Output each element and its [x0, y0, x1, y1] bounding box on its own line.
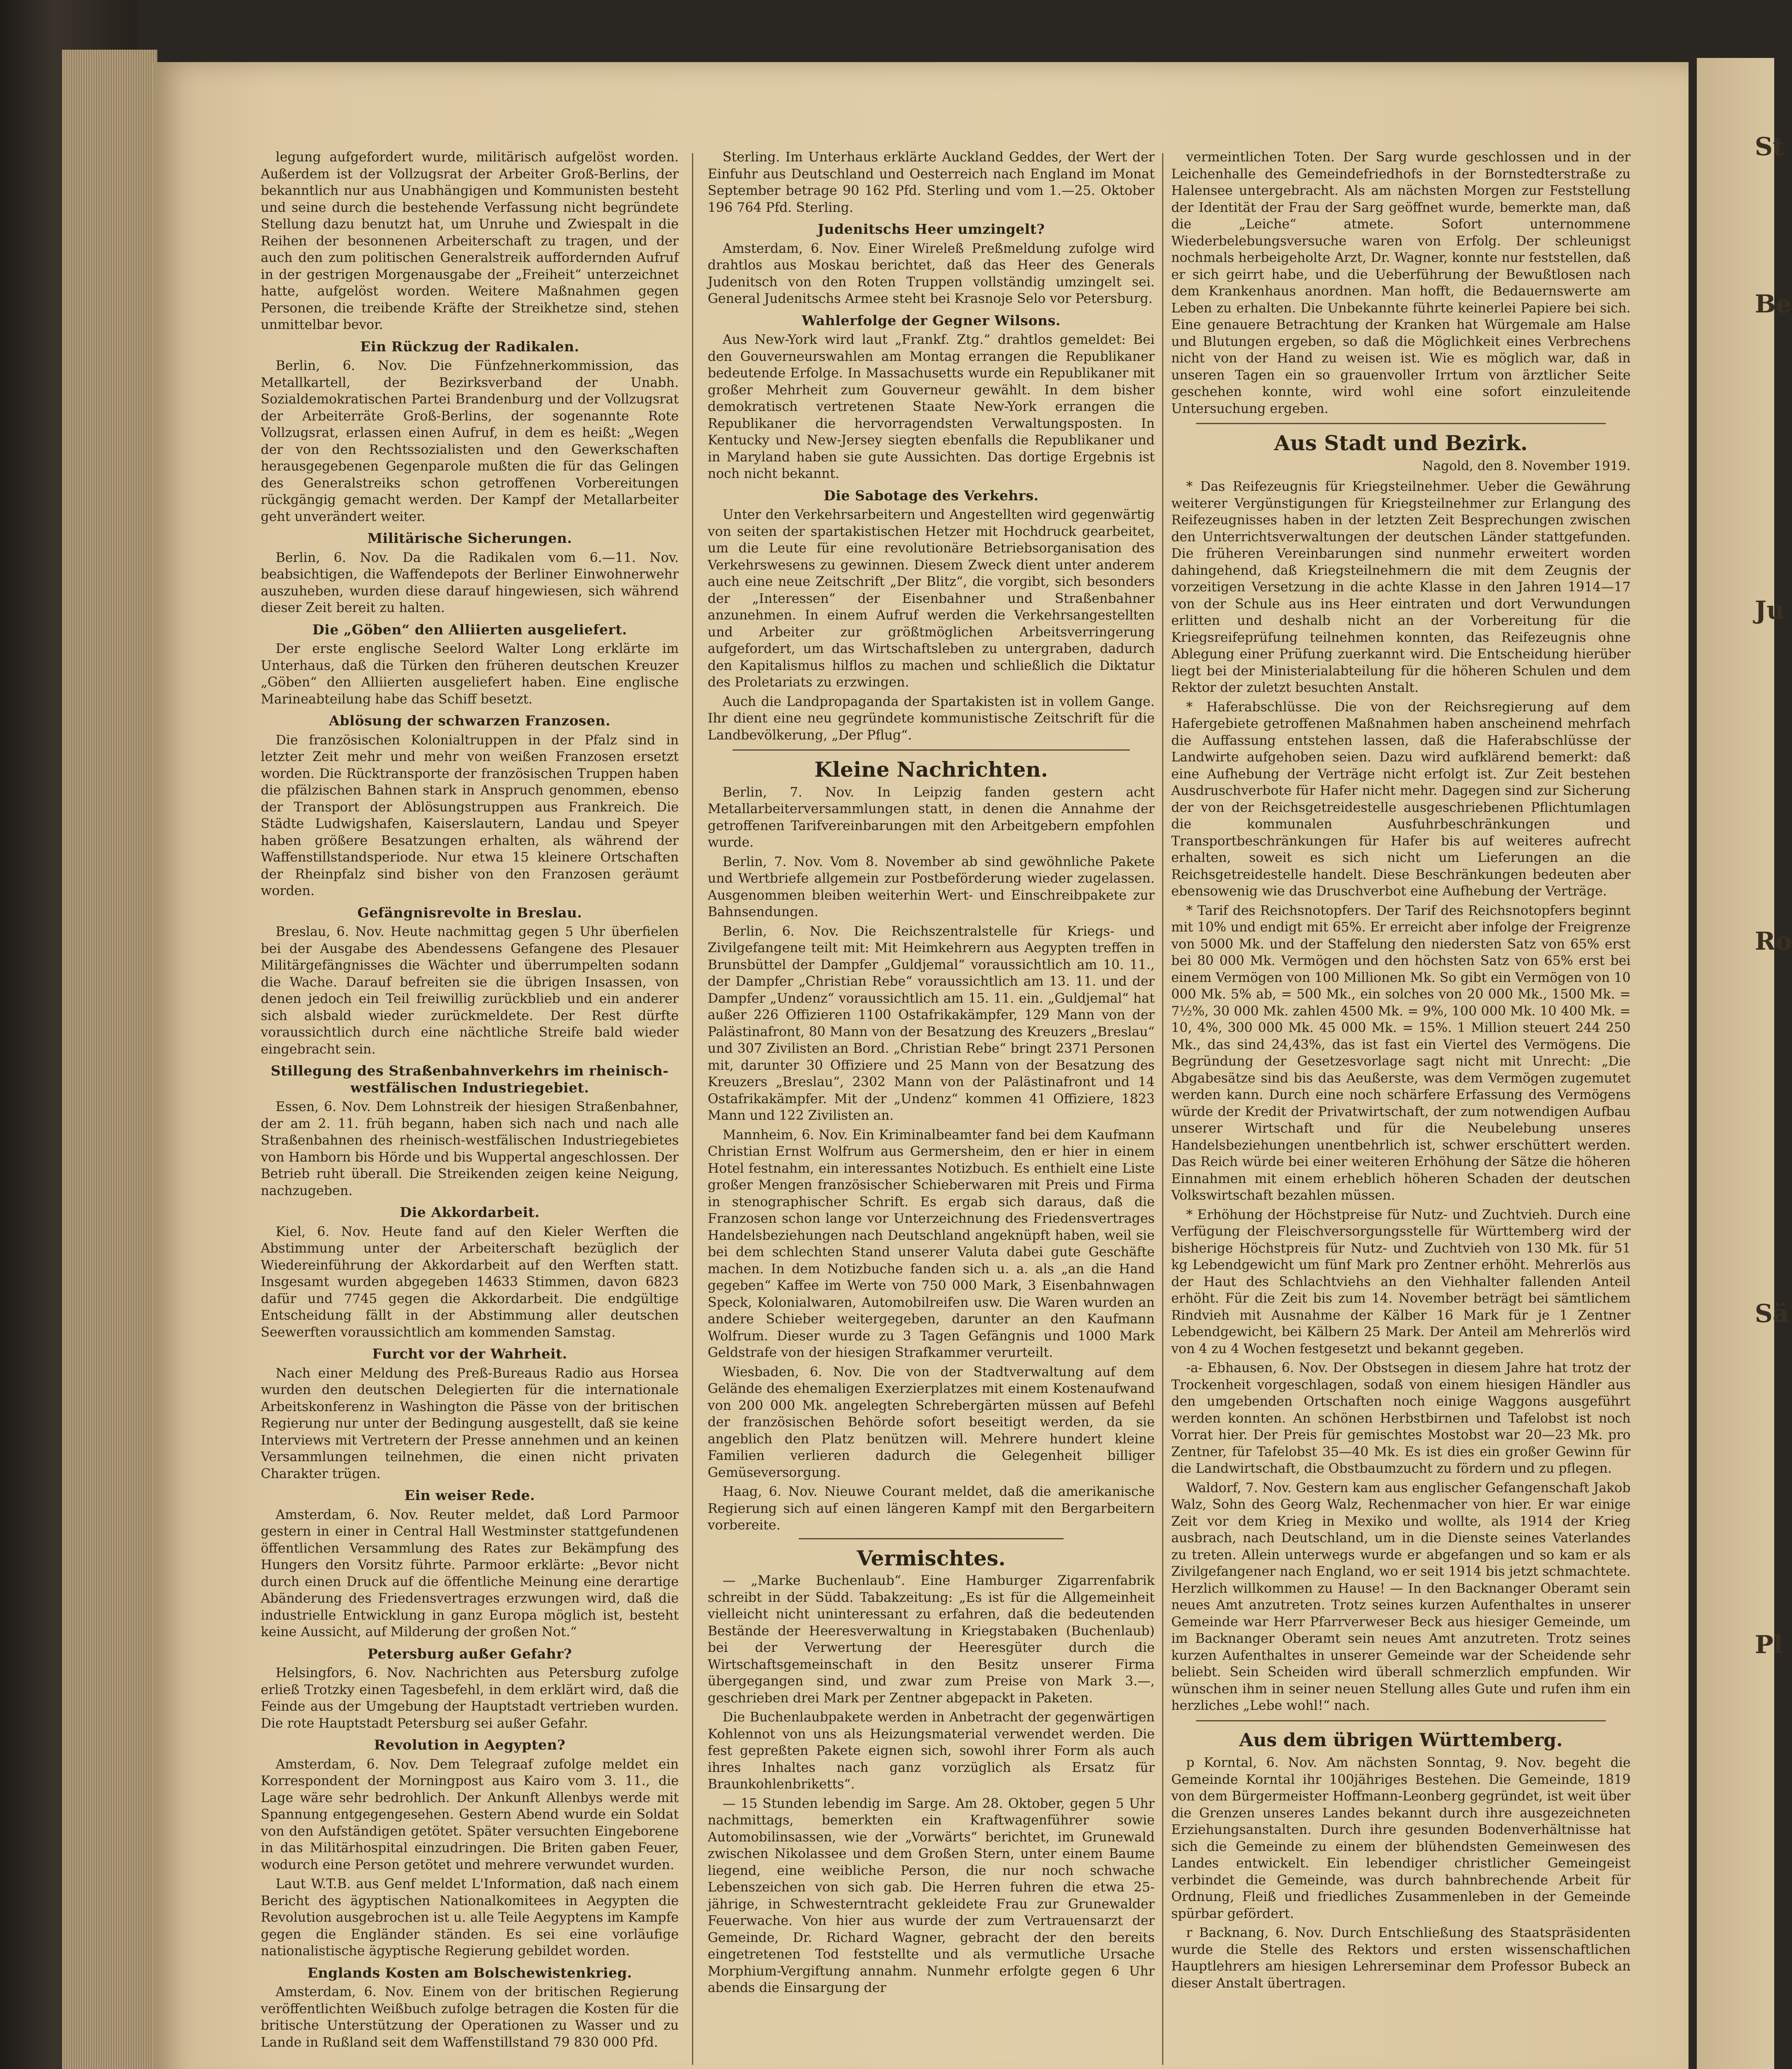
- headline: Stillegung des Straßenbahnverkehrs im rheinisch-westfälischen Industriegebiet.: [271, 1063, 669, 1096]
- headline: Revolution in Aegypten?: [374, 1737, 566, 1753]
- section-divider: [1196, 1720, 1606, 1721]
- headline: Petersburg außer Gefahr?: [368, 1645, 572, 1662]
- headline: Ein weiser Rede.: [404, 1487, 535, 1503]
- headline: Judenitschs Heer umzingelt?: [817, 221, 1045, 237]
- facing-page-edge: [1697, 58, 1792, 2069]
- article-text: — 15 Stunden lebendig im Sarge. Am 28. Oktober, gegen 5 Uhr nachmittags, bemerkten ein Kraftwagenführer sowie Automobilinsassen, wie der „Vorwärts“ berichtet, im Grunewald zwischen Nikolassee und dem Großen Stern, unter einem Baume liegend, eine weibliche Person, die nur noch schwache Lebenszeichen von sich gab. Die Herren fuhren die etwa 25-jährige, in Schwesterntracht gekleidete Frau zur Grunewalder Feuerwache. Von hier aus wurde der zum Vertrauensarzt der Gemeinde, Dr. Richard Wagner, gebracht der den bereits eingetretenen Tod feststellte und als vermutliche Ursache Morphium-Vergiftung annahm. Nunmehr erfolgte gegen 6 Uhr abends die Einsargung der: [708, 1796, 1155, 1995]
- article-text: Die französischen Kolonialtruppen in der Pfalz sind in letzter Zeit mehr und mehr von weißen Franzosen ersetzt worden. Die Rücktransporte der französischen Truppen haben die pfälzischen Bahnen stark in Anspruch genommen, ebenso der Transport der Ablösungstruppen aus Frankreich. Die Städte Ludwigshafen, Kaiserslautern, Landau und Speyer haben größere Besatzungen erhalten, als während der Waffenstillstandsperiode. Nur etwa 15 kleinere Ortschaften der Rheinpfalz sind bisher von den Franzosen geräumt worden.: [261, 732, 679, 898]
- headline: Militärische Sicherungen.: [367, 530, 572, 546]
- article-text: -a- Ebhausen, 6. Nov. Der Obstsegen in diesem Jahre hat trotz der Trockenheit vorgeschlagen, sodaß von einem hiesigen Händler aus den umgebenden Ortschaften noch einige Waggons ausgeführt werden konnten. An schönen Herbstbirnen und Tafelobst ist noch Vorrat hier. Der Preis für gemischtes Mostobst war 20—23 Mk. pro Zentner, für Tafelobst 35—40 Mk. Es ist dies ein großer Gewinn für die Landwirtschaft, die Obstbaumzucht zu fördern und zu pflegen.: [1171, 1361, 1631, 1476]
- article-text: legung aufgefordert wurde, militärisch aufgelöst worden. Außerdem ist der Vollzugsrat der Arbeiter Groß-Berlins, der bekanntlich nur aus Unabhängigen und Kommunisten besteht und seine durch die bestehende Verfassung nicht begründete Stellung dazu benutzt hat, um Unruhe und Zwiespalt in die Reihen der besonnenen Arbeiterschaft zu tragen, und der auch den zum politischen Generalstreik auffordernden Aufruf in der gestrigen Morgenausgabe der „Freiheit“ unterzeichnet hatte, aufgelöst worden. Weitere Maßnahmen gegen Personen, die treibende Kräfte der Streikhetze sind, stehen unmittelbar bevor.: [261, 150, 679, 332]
- section-divider: [1196, 423, 1606, 424]
- article-text: * Das Reifezeugnis für Kriegsteilnehmer. Ueber die Gewährung weiterer Vergünstigungen für Kriegsteilnehmer zur Erlangung des Reifezeugnisses haben in der letzten Zeit Besprechungen zwischen den Unterrichtsverwaltungen der deutschen Länder stattgefunden. Die früheren Vereinbarungen sind nunmehr erweitert worden dahingehend, daß Kriegsteilnehmern die mit dem Zeugnis der vorzeitigen Versetzung in die achte Klasse in den Jahren 1914—17 von der Schule aus ins Heer eintraten und dort Verwundungen erlitten und deshalb nicht an der Vorbereitung für die Kriegsreifeprüfung teilnehmen konnten, das Reifezeugnis ohne Ablegung einer Prüfung zuerkannt wird. Die Entscheidung hierüber liegt bei der Ministerialabteilung für die höheren Schulen und dem Rektor der zuletzt besuchten Anstalt.: [1171, 479, 1631, 695]
- facing-page-fragment: Be: [1755, 290, 1792, 319]
- article-text: Berlin, 6. Nov. Die Reichszentralstelle für Kriegs- und Zivilgefangene teilt mit: Mit Heimkehrern aus Aegypten treffen in Brunsbüttel der Dampfer „Guldjemal“ voraussichtlich am 10. 11., der Dampfer „Christian Rebe“ voraussichtlich am 13. 11. und der Dampfer „Undenz“ voraussichtlich am 15. 11. ein. „Guldjemal“ hat außer 226 Offizieren 1100 Ostafrikakämpfer, 129 Mann von der Palästinafront, 80 Mann von der Besatzung des Kreuzers „Breslau“ und 307 Zivilisten an Bord. „Christian Rebe“ bringt 2371 Personen mit, darunter 30 Offiziere und 25 Mann von der Besatzung des Kreuzers „Breslau“, 2302 Mann von der Palästinafront und 14 Ostafrikakämpfer. Mit der „Undenz“ kommen 41 Offiziere, 1823 Mann und 122 Zivilisten an.: [708, 924, 1155, 1123]
- article-text: Kiel, 6. Nov. Heute fand auf den Kieler Werften die Abstimmung unter der Arbeiterschaft bezüglich der Wiedereinführung der Akkordarbeit auf den Werften statt. Insgesamt wurden abgegeben 14633 Stimmen, davon 6823 dafür und 7745 gegen die Akkordarbeit. Die endgültige Entscheidung fällt in der Abstimmung aller deutschen Seewerften voraussichtlich am kommenden Samstag.: [261, 1224, 679, 1340]
- dateline: Nagold, den 8. November 1919.: [1422, 458, 1631, 473]
- article-text: Der erste englische Seelord Walter Long erklärte im Unterhaus, daß die Türken den früheren deutschen Kreuzer „Göben“ den Alliierten ausgeliefert haben. Eine englische Marineabteilung habe das Schiff besetzt.: [261, 641, 679, 707]
- article-text: Die Buchenlaubpakete werden in Anbetracht der gegenwärtigen Kohlennot von uns als Heizungsmaterial verwendet werden. Die fest gepreßten Pakete eignen sich, sowohl ihrer Form als auch ihres Inhaltes nach ganz vorzüglich als Ersatz für Braunkohlenbriketts“.: [708, 1710, 1155, 1792]
- section-heading: Aus dem übrigen Württemberg.: [1239, 1729, 1563, 1751]
- headline: Ablösung der schwarzen Franzosen.: [329, 713, 611, 729]
- article-text: Sterling. Im Unterhaus erklärte Auckland Geddes, der Wert der Einfuhr aus Deutschland und Oesterreich nach England im Monat September betrage 90 162 Pfd. Sterling und vom 1.—25. Oktober 196 764 Pfd. Sterling.: [708, 150, 1155, 215]
- article-text: Wiesbaden, 6. Nov. Die von der Stadtverwaltung auf dem Gelände des ehemaligen Exerzierplatzes mit einem Kostenaufwand von 200 000 Mk. angelegten Schrebergärten müssen auf Befehl der französischen Behörde sofort beseitigt werden, da sie angeblich den Platz benützen will. Mehrere hundert kleine Familien verlieren dadurch die Gelegenheit billiger Gemüseversorgung.: [708, 1364, 1155, 1480]
- article-text: Berlin, 6. Nov. Da die Radikalen vom 6.—11. Nov. beabsichtigen, die Waffendepots der Berliner Einwohnerwehr auszuheben, wurden diese darauf hingewiesen, sich während dieser Zeit bereit zu halten.: [261, 550, 679, 615]
- column-rule: [1162, 153, 1163, 2065]
- article-text: Berlin, 6. Nov. Die Fünfzehnerkommission, das Metallkartell, der Bezirksverband der Unabh. Sozialdemokratischen Partei Brandenburg und der Vollzugsrat der Arbeiterräte Groß-Berlins, der sogenannte Rote Vollzugsrat, erlassen einen Aufruf, in dem es heißt: „Wegen der von den Rechtssozialisten und den Gewerkschaften herausgegebenen Gegenparole mußten die für das Gelingen des Generalstreiks schon getroffenen Vorbereitungen rückgängig gemacht werden. Der Kampf der Metallarbeiter geht unverändert weiter.: [261, 358, 679, 524]
- facing-page-fragment: Ro: [1755, 927, 1792, 956]
- article-text: Nach einer Meldung des Preß-Bureaus Radio aus Horsea wurden den deutschen Delegierten für die internationale Arbeitskonferenz in Washington die Pässe von der britischen Regierung nur unter der Bedingung ausgestellt, daß sie keine Interviews mit Vertretern der Presse annehmen und an keinen Versammlungen teilnehmen, die einen nicht privaten Charakter trügen.: [261, 1366, 679, 1481]
- section-heading: Kleine Nachrichten.: [814, 757, 1048, 782]
- column-rule: [692, 153, 693, 2065]
- headline: Die Akkordarbeit.: [399, 1204, 540, 1220]
- column-3: [1171, 149, 1631, 1994]
- article-text: Haag, 6. Nov. Nieuwe Courant meldet, daß die amerikanische Regierung sich auf einen längeren Kampf mit den Bergarbeitern vorbereite.: [708, 1484, 1155, 1533]
- article-text: * Haferabschlüsse. Die von der Reichsregierung auf dem Hafergebiete getroffenen Maßnahmen haben anscheinend mehrfach die Auffassung entstehen lassen, daß die Haferabschlüsse der Landwirte aufgehoben seien. Dazu wird aufklärend bemerkt: daß eine Aufhebung der Verträge nicht erfolgt ist. Zur Zeit bestehen Ausdruschverbote für Hafer nicht mehr. Dagegen sind zur Sicherung der von der Reichsgetreidestelle ausgeschriebenen Pflichtumlagen die kommunalen Ausfuhrbeschränkungen und Transportbeschränkungen für Hafer bis auf weiteres aufrecht erhalten, soweit es sich nicht um Lieferungen an die Reichsgetreidestelle handelt. Diese Beschränkungen bedeuten aber ebensowenig wie das Druschverbot eine Aufhebung der Verträge.: [1171, 699, 1631, 899]
- article-text: Breslau, 6. Nov. Heute nachmittag gegen 5 Uhr überfielen bei der Ausgabe des Abendessens Gefangene des Plesauer Militärgefängnisses die Wächter und überrumpelten sodann die Wache. Darauf befreiten sie die übrigen Insassen, von denen jedoch ein Teil freiwillig zurückblieb und ein anderer sich alsbald wieder zurückmeldete. Der Rest dürfte voraussichtlich durch eine nächtliche Streife bald wieder eingebracht sein.: [261, 924, 679, 1057]
- headline: Die „Göben“ den Alliierten ausgeliefert.: [312, 621, 627, 638]
- headline: Furcht vor der Wahrheit.: [372, 1346, 567, 1362]
- article-text: Berlin, 7. Nov. In Leipzig fanden gestern acht Metallarbeiterversammlungen statt, in denen die Annahme der getroffenen Tarifvereinbarungen mit den Arbeitgebern empfohlen wurde.: [708, 785, 1155, 850]
- headline: Wahlerfolge der Gegner Wilsons.: [802, 312, 1061, 329]
- article-text: Amsterdam, 6. Nov. Einem von der britischen Regierung veröffentlichten Weißbuch zufolge betragen die Kosten für die britische Unterstützung der Operationen zu Wasser und zu Lande in Rußland seit dem Waffenstillstand 79 830 000 Pfd.: [261, 1985, 679, 2050]
- headline: Die Sabotage des Verkehrs.: [824, 487, 1039, 504]
- headline: Englands Kosten am Bolschewistenkrieg.: [307, 1964, 632, 1981]
- article-text: p Korntal, 6. Nov. Am nächsten Sonntag, 9. Nov. begeht die Gemeinde Korntal ihr 100jähriges Bestehen. Die Gemeinde, 1819 von dem Bürgermeister Hoffmann-Leonberg gegründet, ist weit über die Grenzen unseres Landes bekannt durch ihre ausgezeichneten Erziehungsanstalten. Durch ihre gesunden Bodenverhältnisse hat sich die Gemeinde zu einem der blühendsten Gemeinwesen des Landes entwickelt. Ein lebendiger christlicher Gemeingeist verbindet die Gemeinde, was durch bahnbrechende Arbeit für Ordnung, Fleiß und friedliches Zusammenleben in der Gemeinde spürbar gefördert.: [1171, 1755, 1631, 1921]
- section-heading: Vermischtes.: [857, 1546, 1006, 1570]
- section-divider: [733, 749, 1130, 751]
- article-text: — „Marke Buchenlaub“. Eine Hamburger Zigarrenfabrik schreibt in der Südd. Tabakzeitung: „Es ist für die Allgemeinheit vielleicht nicht uninteressant zu erfahren, daß die bedeutenden Bestände der Heeresverwaltung in Kriegstabaken (Buchenlaub) bei der Verwertung der Heeresgüter durch die Wirtschaftsgemeinschaft in den Besitz unserer Firma übergegangen sind, und zwar zum Preise von Mark 3.—, geschrieben drei Mark per Zentner abgepackt in Paketen.: [708, 1573, 1155, 1706]
- section-divider: [799, 1538, 1064, 1539]
- facing-page-fragment: Pl: [1755, 1630, 1783, 1659]
- article-text: Essen, 6. Nov. Dem Lohnstreik der hiesigen Straßenbahner, der am 2. 11. früh begann, haben sich nach und nach alle Straßenbahnen des rheinisch-westfälischen Industriegebietes von Hamborn bis Hörde und bis Wuppertal angeschlossen. Der Betrieb ruht überall. Die Streikenden zeigen keine Neigung, nachzugeben.: [261, 1099, 679, 1198]
- article-text: Aus New-York wird laut „Frankf. Ztg.“ drahtlos gemeldet: Bei den Gouverneurswahlen am Montag errangen die Republikaner bedeutende Erfolge. In Massachusetts wurde ein Republikaner mit großer Mehrheit zum Gouverneur gewählt. In dem bisher demokratisch vertretenen Staate New-York errangen die Republikaner die hervorragendsten Verwaltungsposten. In Kentucky und New-Jersey siegten ebenfalls die Republikaner und in Maryland haben sie gute Aussichten. Das dortige Ergebnis ist noch nicht bekannt.: [708, 332, 1155, 481]
- article-text: Amsterdam, 6. Nov. Reuter meldet, daß Lord Parmoor gestern in einer in Central Hall Westminster stattgefundenen öffentlichen Versammlung des Rates zur Bekämpfung des Hungers den Vorsitz führte. Parmoor erklärte: „Bevor nicht durch einen Druck auf die öffentliche Meinung eine derartige Abänderung des Friedensvertrages erzwungen wird, daß die industrielle Entwicklung in ganz Europa möglich ist, besteht keine Aussicht, auf Milderung der großen Not.“: [261, 1507, 679, 1639]
- article-text: Unter den Verkehrsarbeitern und Angestellten wird gegenwärtig von seiten der spartakistischen Hetzer mit Hochdruck gearbeitet, um die Leute für eine revolutionäre Betriebsorganisation des Verkehrswesens zu gewinnen. Diesem Zweck dient unter anderem auch eine neue Zeitschrift „Der Blitz“, die vorgibt, sich besonders der „Interessen“ der Eisenbahner und Straßenbahner anzunehmen. In einem Aufruf werden die Verkehrsangestellten und Arbeiter zur größtmöglichen Arbeitsverringerung aufgefordert, um das Wirtschaftsleben zu untergraben, dadurch den Kapitalismus hilflos zu machen und schließlich die Diktatur des Proletariats zu erzwingen.: [708, 507, 1155, 690]
- section-heading: Aus Stadt und Bezirk.: [1274, 431, 1528, 455]
- column-1: [261, 149, 679, 2053]
- facing-page-fragment: St: [1755, 132, 1785, 161]
- headline: Ein Rückzug der Radikalen.: [360, 338, 579, 355]
- article-text: * Erhöhung der Höchstpreise für Nutz- und Zuchtvieh. Durch eine Verfügung der Fleischversorgungsstelle für Württemberg wird der bisherige Höchstpreis für Nutz- und Zuchtvieh von 130 Mk. für 51 kg Lebendgewicht um fünf Mark pro Zentner erhöht. Mehrerlös aus der Haut des Schlachtviehs an den Viehhalter fallenden Anteil erhöht. Für die Zeit bis zum 14. November beträgt bei sämtlichem Rindvieh mit Ausnahme der Kälber 16 Mark für je 1 Zentner Lebendgewicht, bei Kälbern 25 Mark. Der Anteil am Mehrerlös wird von 4 zu 4 Wochen festgesetzt und bekannt gegeben.: [1171, 1207, 1631, 1356]
- article-text: Waldorf, 7. Nov. Gestern kam aus englischer Gefangenschaft Jakob Walz, Sohn des Georg Walz, Rechenmacher von hier. Er war einige Zeit vor dem Krieg in Mexiko und wollte, als 1914 der Krieg ausbrach, nach Deutschland, um in die Dienste seines Vaterlandes zu treten. Allein unterwegs wurde er abgefangen und so kam er als Zivilgefangener nach England, wo er seit 1914 bis jetzt schmachtete. Herzlich willkommen zu Hause! — In den Backnanger Oberamt sein neues Amt anzutreten. Trotz seines kurzen Aufenthaltes in unserer Gemeinde war Herr Pfarrverweser Beck aus hiesiger Gemeinde, um im Backnanger Oberamt sein neues Amt anzutreten. Trotz seines kurzen Aufenthaltes in unserer Gemeinde war der Scheidende sehr beliebt. Sein Scheiden wird überall schmerzlich empfunden. Wir wünschen ihm in seiner neuen Stellung alles Gute und rufen ihm ein herzliches „Lebe wohl!“ nach.: [1171, 1480, 1631, 1713]
- article-text: Laut W.T.B. aus Genf meldet L'Information, daß nach einem Bericht des ägyptischen Nationalkomitees in Aegypten die Revolution ausgebrochen ist u. alle Teile Aegyptens im Kampfe gegen die Engländer ständen. Es sei eine vorläufige nationalistische ägyptische Regierung gebildet worden.: [261, 1877, 679, 1959]
- article-text: Auch die Landpropaganda der Spartakisten ist in vollem Gange. Ihr dient eine neu gegründete kommunistische Zeitschrift für die Landbevölkerung, „Der Pflug“.: [708, 694, 1155, 743]
- headline: Gefängnisrevolte in Breslau.: [357, 904, 582, 921]
- article-text: Amsterdam, 6. Nov. Dem Telegraaf zufolge meldet ein Korrespondent der Morningpost aus Kairo vom 3. 11., die Lage wäre sehr bedrohlich. Der Ankunft Allenbys werde mit Spannung entgegengesehen. Gestern Abend wurde ein Soldat von den Aufständigen getötet. Später versuchten Eingeborene in das Militärhospital einzudringen. Die Briten gaben Feuer, wodurch eine Person getötet und mehrere verwundet wurden.: [261, 1757, 679, 1872]
- column-2: [708, 149, 1155, 1999]
- article-text: r Backnang, 6. Nov. Durch Entschließung des Staatspräsidenten wurde die Stelle des Rektors und ersten wissenschaftlichen Hauptlehrers am hiesigen Lehrerseminar dem Professor Bubeck an dieser Anstalt übertragen.: [1171, 1925, 1631, 1991]
- article-text: Berlin, 7. Nov. Vom 8. November ab sind gewöhnliche Pakete und Wertbriefe allgemein zur Postbeförderung wieder zugelassen. Ausgenommen bleiben weiterhin Wert- und Einschreibpakete zur Bahnsendungen.: [708, 854, 1155, 919]
- page-edges: [62, 50, 157, 2069]
- article-text: vermeintlichen Toten. Der Sarg wurde geschlossen und in der Leichenhalle des Gemeindefriedhofs in der Bornstedterstraße zu Halensee untergebracht. Als am nächsten Morgen zur Feststellung der Identität der Frau der Sarg geöffnet wurde, bemerkte man, daß die „Leiche“ atmete. Sofort unternommene Wiederbelebungsversuche waren von Erfolg. Der schleunigst nochmals herbeigeholte Arzt, Dr. Wagner, konnte nur feststellen, daß er sich geirrt habe, und die Ueberführung der Bewußtlosen nach dem Krankenhaus anordnen. Man hofft, die Bedauernswerte am Leben zu erhalten. Die Unbekannte führte keinerlei Papiere bei sich. Eine genauere Betrachtung der Kranken hat Würgemale am Halse und Blutungen ergeben, so daß die Möglichkeit eines Verbrechens nicht von der Hand zu weisen ist. Wie es möglich war, daß in unseren Tagen ein so grauenvoller Irrtum von ärztlicher Seite geschehen konnte, wird wohl eine sofort einzuleitende Untersuchung ergeben.: [1171, 150, 1631, 416]
- article-text: Helsingfors, 6. Nov. Nachrichten aus Petersburg zufolge erließ Trotzky einen Tagesbefehl, in dem erklärt wird, daß die Feinde aus der Umgebung der Hauptstadt vertrieben wurden. Die rote Hauptstadt Petersburg sei außer Gefahr.: [261, 1666, 679, 1731]
- facing-page-fragment: Sä: [1755, 1299, 1789, 1328]
- article-text: Amsterdam, 6. Nov. Einer Wireleß Preßmeldung zufolge wird drahtlos aus Moskau berichtet, daß das Heer des Generals Judenitsch von den Roten Truppen vollständig umzingelt sei. General Judenitschs Armee steht bei Krasnoje Selo vor Petersburg.: [708, 241, 1155, 306]
- facing-page-fragment: Ju: [1755, 596, 1785, 625]
- article-text: Mannheim, 6. Nov. Ein Kriminalbeamter fand bei dem Kaufmann Christian Ernst Wolfrum aus Germersheim, den er hier in einem Hotel festnahm, ein interessantes Notizbuch. Es enthielt eine Liste großer Mengen französischer Schieberwaren mit Preis und Firma in stenographischer Schrift. Es ergab sich daraus, daß die Franzosen schon lange vor Unterzeichnung des Friedensvertrages Handelsbeziehungen nach Deutschland angeknüpft haben, weil sie bei dem schlechten Stand unserer Valuta dabei gute Geschäfte machen. In dem Notizbuche fanden sich u. a. als „an die Hand gegeben“ Kaffee im Werte von 750 000 Mark, 3 Eisenbahnwagen Speck, Kolonialwaren, Automobilreifen usw. Die Waren wurden an andere Schieber weitergegeben, darunter an den Kaufmann Wolfrum. Dieser wurde zu 3 Tagen Gefängnis und 1000 Mark Geldstrafe von der hiesigen Strafkammer verurteilt.: [708, 1127, 1155, 1360]
- article-text: * Tarif des Reichsnotopfers. Der Tarif des Reichsnotopfers beginnt mit 10% und endigt mit 65%. Er erreicht aber infolge der Freigrenze von 5000 Mk. und der Staffelung den niedersten Satz von 65% erst bei 80 000 Mk. Vermögen und den höchsten Satz von 65% erst bei einem Vermögen von 100 Millionen Mk. So gibt ein Vermögen von 10 000 Mk. 5% ab, = 500 Mk., ein solches von 20 000 Mk., 1500 Mk. = 7½%, 30 000 Mk. zahlen 4500 Mk. = 9%, 100 000 Mk. 10 400 Mk. = 10, 4%, 300 000 Mk. 45 000 Mk. = 15%. 1 Million steuert 244 250 Mk., das sind 24,43%, das ist fast ein Viertel des Vermögens. Die Begründung der Gesetzesvorlage sagt nicht mit Unrecht: „Die Abgabesätze sind bis das Aeußerste, was dem Vermögen zugemutet werden kann. Durch eine noch schärfere Erfassung des Vermögens würde der Kredit der Privatwirtschaft, der zum notwendigen Aufbau unserer Wirtschaft und für die Neubelebung unseres Handelsbeziehungen unentbehrlich ist, schwer erschüttert werden. Das Reich würde bei einer weiteren Erhöhung der Sätze die höheren Einnahmen mit einem erheblich höheren Schaden der deutschen Volkswirtschaft bezahlen müssen.: [1171, 903, 1631, 1203]
